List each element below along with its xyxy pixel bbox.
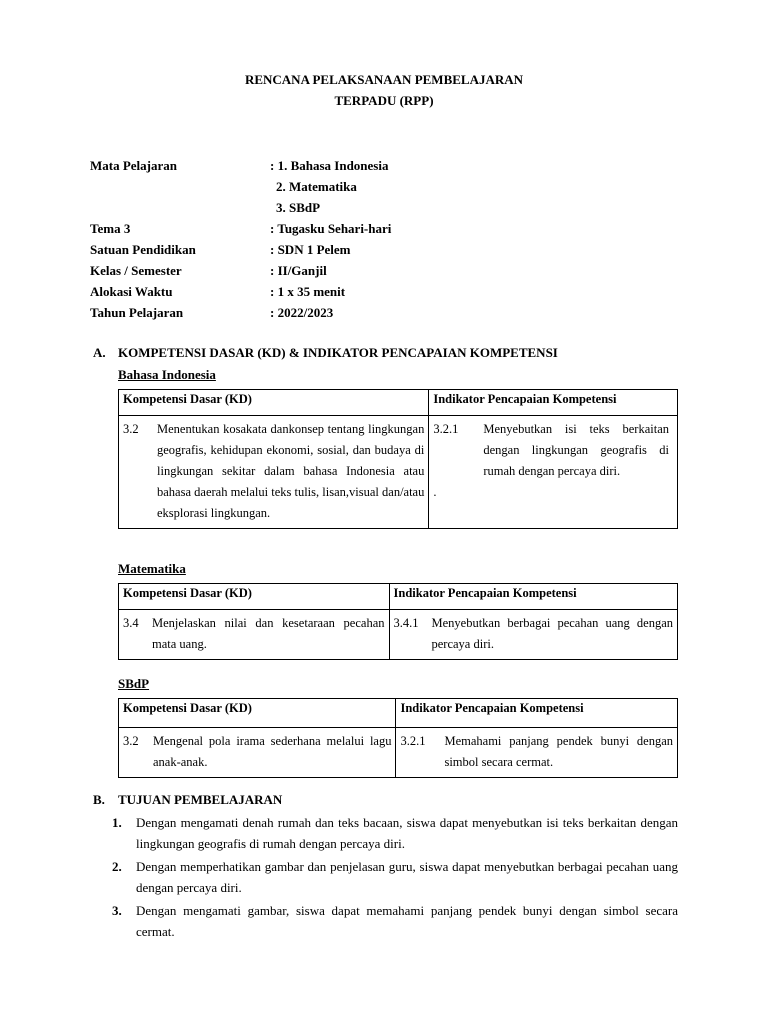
goal-text: Dengan mengamati gambar, siswa dapat memahami panjang pendek bunyi dengan simbol secara cermat. (136, 903, 678, 939)
goal-number: 1. (112, 815, 122, 830)
doc-title-line2: TERPADU (RPP) (334, 93, 434, 108)
info-value: : II/Ganjil (270, 263, 327, 278)
kd-cell (119, 416, 429, 529)
goal-number: 2. (112, 859, 122, 874)
subject-heading-matematika: Matematika (118, 561, 186, 576)
table-row (119, 610, 678, 660)
info-label: Tema 3 (90, 221, 131, 236)
table-row (119, 416, 678, 529)
list-item (112, 856, 678, 898)
col-header-ipk: Indikator Pencapaian Kompetensi (396, 699, 678, 728)
section-letter: A. (93, 345, 106, 360)
section-a-heading (93, 345, 558, 361)
goal-number: 3. (112, 903, 122, 918)
ipk-text: Memahami panjang pendek bunyi dengan simbol secara cermat. (444, 734, 673, 769)
ipk-number: 3.4.1 (393, 616, 419, 630)
kd-text: Mengenal pola irama sederhana melalui lagu anak-anak. (153, 734, 392, 769)
kd-table-sbdp (118, 698, 678, 778)
info-label: Mata Pelajaran (90, 158, 178, 173)
kd-text: Menentukan kosakata dankonsep tentang lingkungan geografis, kehidupan ekonomi, sosial, dan budaya di lingkungan sekitar dalam bahasa Indonesia atau bahasa daerah melalui teks tulis, lisan,visual dan/atau eksplorasi lingkungan. (157, 422, 425, 520)
info-label: Satuan Pendidikan (90, 242, 196, 257)
info-label: Alokasi Waktu (90, 284, 173, 299)
kd-text: Menjelaskan nilai dan kesetaraan pecahan mata uang. (152, 616, 385, 651)
ipk-cell (389, 610, 678, 660)
list-item (112, 900, 678, 942)
table-header-row (119, 390, 678, 416)
col-header-ipk: Indikator Pencapaian Kompetensi (429, 390, 678, 416)
kd-table-matematika (118, 583, 678, 660)
section-b-heading (93, 792, 282, 808)
goals-list (112, 812, 678, 944)
col-header-kd: Kompetensi Dasar (KD) (119, 584, 390, 610)
ipk-text: Menyebutkan berbagai pecahan uang dengan percaya diri. (431, 616, 673, 651)
kd-number: 3.4 (123, 616, 139, 630)
info-label: Kelas / Semester (90, 263, 182, 278)
ipk-number: 3.2.1 (400, 734, 426, 748)
info-value: : SDN 1 Pelem (270, 242, 351, 257)
info-value: : 1 x 35 menit (270, 284, 346, 299)
subject-heading-sbdp: SBdP (118, 676, 150, 691)
section-letter: B. (93, 792, 105, 807)
goal-text: Dengan mengamati denah rumah dan teks bacaan, siswa dapat menyebutkan isi teks berkaitan dengan lingkungan geografis di rumah dengan percaya diri. (136, 815, 678, 851)
table-header-row (119, 699, 678, 728)
subject-heading-bahasa: Bahasa Indonesia (118, 367, 216, 382)
section-title: KOMPETENSI DASAR (KD) & INDIKATOR PENCAPAIAN KOMPETENSI (118, 345, 558, 360)
col-header-kd: Kompetensi Dasar (KD) (119, 699, 396, 728)
info-value: 2. Matematika (276, 179, 357, 194)
section-title: TUJUAN PEMBELAJARAN (118, 792, 283, 807)
ipk-cell (429, 416, 678, 529)
info-value: : Tugasku Sehari-hari (270, 221, 392, 236)
kd-table-bahasa (118, 389, 678, 529)
kd-cell (119, 728, 396, 778)
ipk-number: 3.2.1 (433, 422, 459, 436)
ipk-cell (396, 728, 678, 778)
doc-title-line1: RENCANA PELAKSANAAN PEMBELAJARAN (244, 72, 524, 87)
info-value: 3. SBdP (276, 200, 321, 215)
kd-number: 3.2 (123, 734, 139, 748)
goal-text: Dengan memperhatikan gambar dan penjelasan guru, siswa dapat menyebutkan berbagai pecahan uang dengan percaya diri. (136, 859, 678, 895)
info-value: : 2022/2023 (270, 305, 334, 320)
ipk-dot: . (433, 485, 437, 499)
table-header-row (119, 584, 678, 610)
col-header-kd: Kompetensi Dasar (KD) (119, 390, 429, 416)
ipk-text: Menyebutkan isi teks berkaitan dengan lingkungan geografis di rumah dengan percaya diri. (483, 422, 669, 478)
col-header-ipk: Indikator Pencapaian Kompetensi (389, 584, 678, 610)
info-value: : 1. Bahasa Indonesia (270, 158, 389, 173)
info-label: Tahun Pelajaran (90, 305, 184, 320)
kd-number: 3.2 (123, 422, 139, 436)
kd-cell (119, 610, 390, 660)
table-row (119, 728, 678, 778)
list-item (112, 812, 678, 854)
